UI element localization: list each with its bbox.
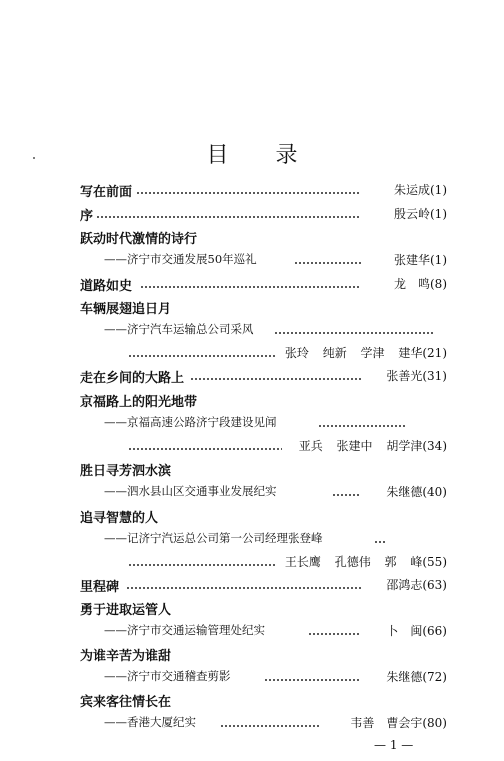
toc-entry-title: 写在前面 <box>80 185 133 200</box>
toc-entry-subtitle <box>104 668 447 688</box>
toc-leader <box>128 448 282 450</box>
toc-entry-title: 序 <box>80 209 94 224</box>
toc-entry-title: 车辆展翅追日月 <box>80 302 172 317</box>
toc-entry-title: 为谁辛苦为谁甜 <box>80 649 172 664</box>
toc-entry-subtitle <box>104 321 447 341</box>
toc-entry-author: 亚兵 张建中 胡学津(34) <box>298 439 447 453</box>
page-title: 目 录 <box>206 143 318 168</box>
toc-entry-subtitle <box>104 414 447 434</box>
toc-entry-continuation <box>128 553 447 573</box>
toc-entry-title: 道路如史 <box>80 279 133 294</box>
toc-entry-continuation <box>128 344 447 364</box>
toc-entry-author: 邵鸿志(63) <box>386 578 447 592</box>
toc-entry-author: 韦善 曹会宇(80) <box>350 716 447 730</box>
toc-entry-title: 追寻智慧的人 <box>80 511 159 526</box>
toc-leader <box>128 355 277 357</box>
toc-entry-author: 朱继德(72) <box>386 670 447 684</box>
toc-entry-subtitle <box>104 622 447 642</box>
toc-entry-title: ——记济宁汽运总公司第一公司经理张登峰 <box>104 531 323 545</box>
toc-leader <box>96 216 361 218</box>
toc-leader <box>220 725 321 727</box>
toc-entry-title: 走在乡间的大路上 <box>80 371 185 386</box>
toc-entry <box>80 645 447 665</box>
toc-entry-title: ——济宁市交通运输管理处纪实 <box>104 623 265 637</box>
toc-entry-title: 宾来客往情长在 <box>80 695 172 710</box>
toc-entry-author: 殷云岭(1) <box>394 207 447 221</box>
toc-entry <box>80 507 447 527</box>
toc-entry <box>80 691 447 711</box>
toc-entry-author: 张建华(1) <box>394 253 447 267</box>
toc-entry <box>80 576 447 596</box>
toc-entry <box>80 367 447 387</box>
toc-entry-author: 张善光(31) <box>386 369 447 383</box>
toc-entry-title: ——济宁市交通稽查剪影 <box>104 669 231 683</box>
toc-entry <box>80 275 447 295</box>
toc-entry-title: ——济宁市交通发展50年巡礼 <box>104 252 257 266</box>
toc-leader <box>318 425 407 427</box>
toc-leader <box>136 192 361 194</box>
toc-entry-author: 龙 鸣(8) <box>394 277 447 291</box>
toc-entry-subtitle <box>104 483 447 503</box>
toc-leader <box>126 587 361 589</box>
toc-entry-author: 朱继德(40) <box>386 485 447 499</box>
toc-entry-subtitle <box>104 714 447 734</box>
toc-leader <box>190 378 361 380</box>
toc-entry <box>80 599 447 619</box>
toc-entry-continuation <box>128 437 447 457</box>
toc-entry-author: 王长鹰 孔德伟 郭 峰(55) <box>284 555 447 569</box>
toc-entry-author: 卜 闽(66) <box>386 624 447 638</box>
toc-leader <box>308 633 361 635</box>
toc-leader <box>140 286 361 288</box>
toc-entry-title: ——泗水县山区交通事业发展纪实 <box>104 484 277 498</box>
toc-entry <box>80 205 447 225</box>
toc-entry-title: 勇于进取运管人 <box>80 603 172 618</box>
toc-leader <box>274 332 435 334</box>
toc-entry-title: 京福路上的阳光地带 <box>80 395 198 410</box>
toc-entry-title: 里程碑 <box>80 580 120 595</box>
toc-entry-title: ——京福高速公路济宁段建设见闻 <box>104 415 277 429</box>
toc-entry-author: 朱运成(1) <box>394 183 447 197</box>
toc-entry-author: 张玲 纯新 学津 建华(21) <box>284 346 447 360</box>
toc-entry-subtitle <box>104 530 447 550</box>
toc-leader <box>128 564 275 566</box>
toc-entry <box>80 181 447 201</box>
toc-leader <box>332 494 361 496</box>
page-number: — 1 — <box>374 738 414 752</box>
toc-leader <box>264 679 361 681</box>
toc-leader <box>294 262 361 264</box>
toc-entry-title: ——香港大厦纪实 <box>104 715 196 729</box>
toc-entry <box>80 391 447 411</box>
toc-entry <box>80 228 447 248</box>
toc-leader <box>374 541 387 543</box>
toc-entry-subtitle <box>104 251 447 271</box>
toc-entry-title: 胜日寻芳泗水滨 <box>80 464 172 479</box>
toc-entry-title: ——济宁汽车运输总公司采风 <box>104 322 254 336</box>
scan-speck <box>33 157 35 159</box>
toc-entry <box>80 298 447 318</box>
toc-entry <box>80 460 447 480</box>
toc-entry-title: 跃动时代激情的诗行 <box>80 232 198 247</box>
